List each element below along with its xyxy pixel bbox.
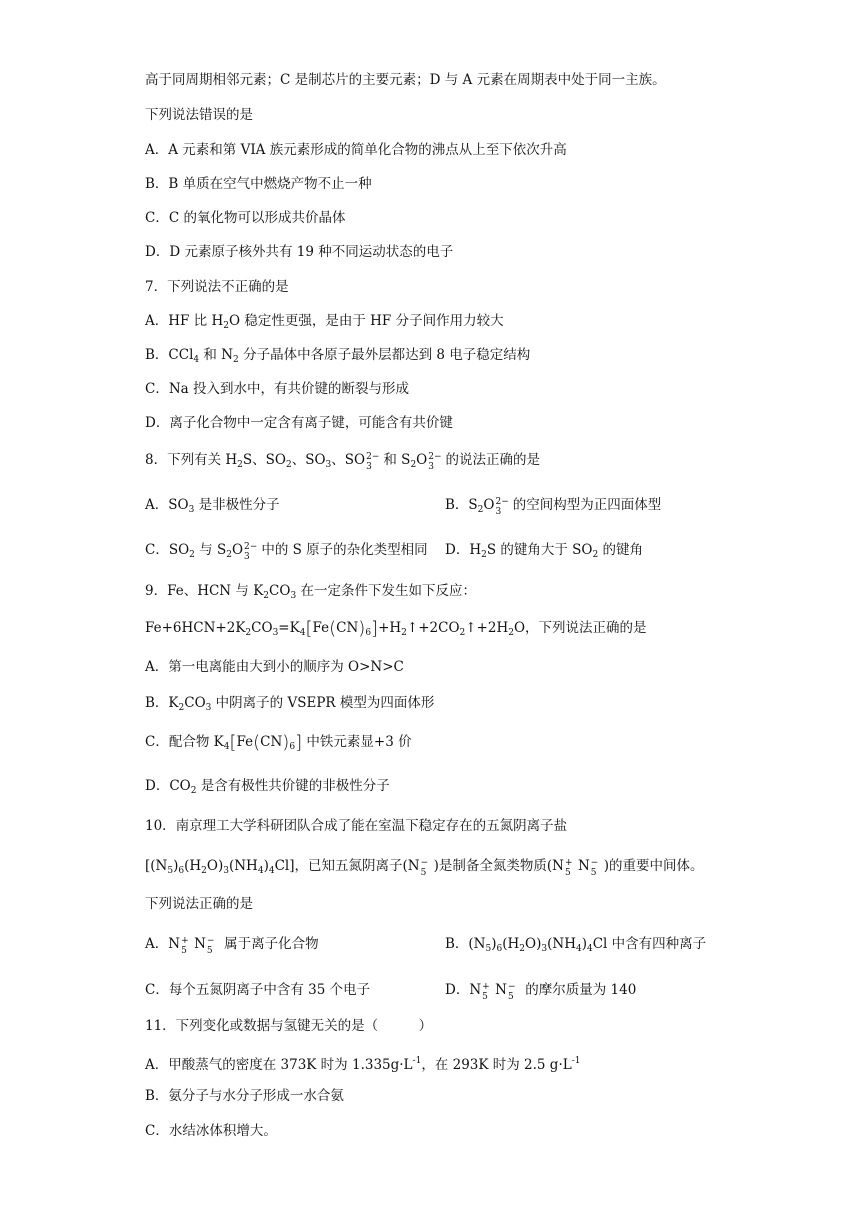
option-8b: B．$S_2O$ 2− 3 的空间构型为正四面体型 <box>445 496 662 517</box>
line-question-6-stem-end: 高于同周期相邻元素；C 是制芯片的主要元素；D 与 A 元素在周期表中处于同一主族。 <box>145 72 666 88</box>
question-10-formula-line: $[(N_5)_6(H_2O)_3(NH_4)_4Cl]$，已知五氮阴离子(N − 5 )是制备全氮类物质(N + 5 N − 5 )的重要中间体。 <box>145 857 704 878</box>
option-7c: C．Na 投入到水中，有共价键的断裂与形成 <box>145 381 409 397</box>
question-8-stem: 8．下列有关 $H_2S$、$SO_2$、$SO_3$、SO 2− 3 和 $S_2O$ 2− 3 的说法正确的是 <box>145 451 541 472</box>
option-9c: C．配合物 $K_4[Fe(CN)_6]$ 中铁元素显+3 价 <box>145 732 412 753</box>
option-10c: C．每个五氮阴离子中含有 35 个电子 <box>145 982 371 998</box>
option-9d: D．$CO_2$ 是含有极性共价键的非极性分子 <box>145 778 390 796</box>
question-9-stem: 9．Fe、HCN 与 $K_2CO_3$ 在一定条件下发生如下反应： <box>145 583 476 601</box>
option-10b: B．$(N_5)_6(H_2O)_3(NH_4)_4Cl$ 中含有四种离子 <box>445 936 707 954</box>
option-7d: D．离子化合物中一定含有离子键，可能含有共价键 <box>145 415 453 431</box>
option-6a: A．A 元素和第 VIA 族元素形成的简单化合物的沸点从上至下依次升高 <box>145 142 567 158</box>
option-10a: A．N + 5 N − 5 属于离子化合物 <box>145 935 319 956</box>
option-7a: A．HF 比 $H_2O$ 稳定性更强，是由于 HF 分子间作用力较大 <box>145 313 504 331</box>
option-10d: D．N + 5 N − 5 的摩尔质量为 140 <box>445 981 637 1002</box>
option-9b: B．$K_2CO_3$ 中阴离子的 VSEPR 模型为四面体形 <box>145 695 435 713</box>
option-6c: C．C 的氧化物可以形成共价晶体 <box>145 210 346 226</box>
option-7b: B．CCl$_4$ 和 $N_2$ 分子晶体中各原子最外层都达到 8 电子稳定结构 <box>145 347 531 365</box>
option-11a: A．甲酸蒸气的密度在 373K 时为 $1.335g\cdot L^{-1}$，在 293K 时为 2.5 $g\cdot L^{-1}$ <box>145 1056 581 1073</box>
option-11b: B．氨分子与水分子形成一水合氨 <box>145 1088 344 1104</box>
option-9a: A．第一电离能由大到小的顺序为 O>N>C <box>145 659 404 675</box>
option-11c: C．水结冰体积增大。 <box>145 1123 277 1139</box>
option-6d: D．D 元素原子核外共有 19 种不同运动状态的电子 <box>145 244 454 260</box>
question-10-stem: 10．南京理工大学科研团队合成了能在室温下稳定存在的五氮阴离子盐 <box>145 818 568 834</box>
question-11-stem: 11．下列变化或数据与氢键无关的是（ ） <box>145 1018 433 1034</box>
question-10-prompt: 下列说法正确的是 <box>145 896 253 912</box>
line-question-6-prompt: 下列说法错误的是 <box>145 107 253 123</box>
option-8c: C．$SO_2$ 与 $S_2O$ 2− 3 中的 S 原子的杂化类型相同 <box>145 541 428 562</box>
option-8d: D．$H_2S$ 的键角大于 $SO_2$ 的键角 <box>445 542 644 560</box>
option-8a: A．$SO_3$ 是非极性分子 <box>145 497 280 515</box>
question-7-stem: 7．下列说法不正确的是 <box>145 279 289 295</box>
question-9-equation: $Fe+6HCN+2K_2CO_3=K_4[Fe(CN)_6]+H_2↑+2CO_2↑+2H_2O$，下列说法正确的是 <box>145 618 647 639</box>
option-6b: B．B 单质在空气中燃烧产物不止一种 <box>145 176 372 192</box>
